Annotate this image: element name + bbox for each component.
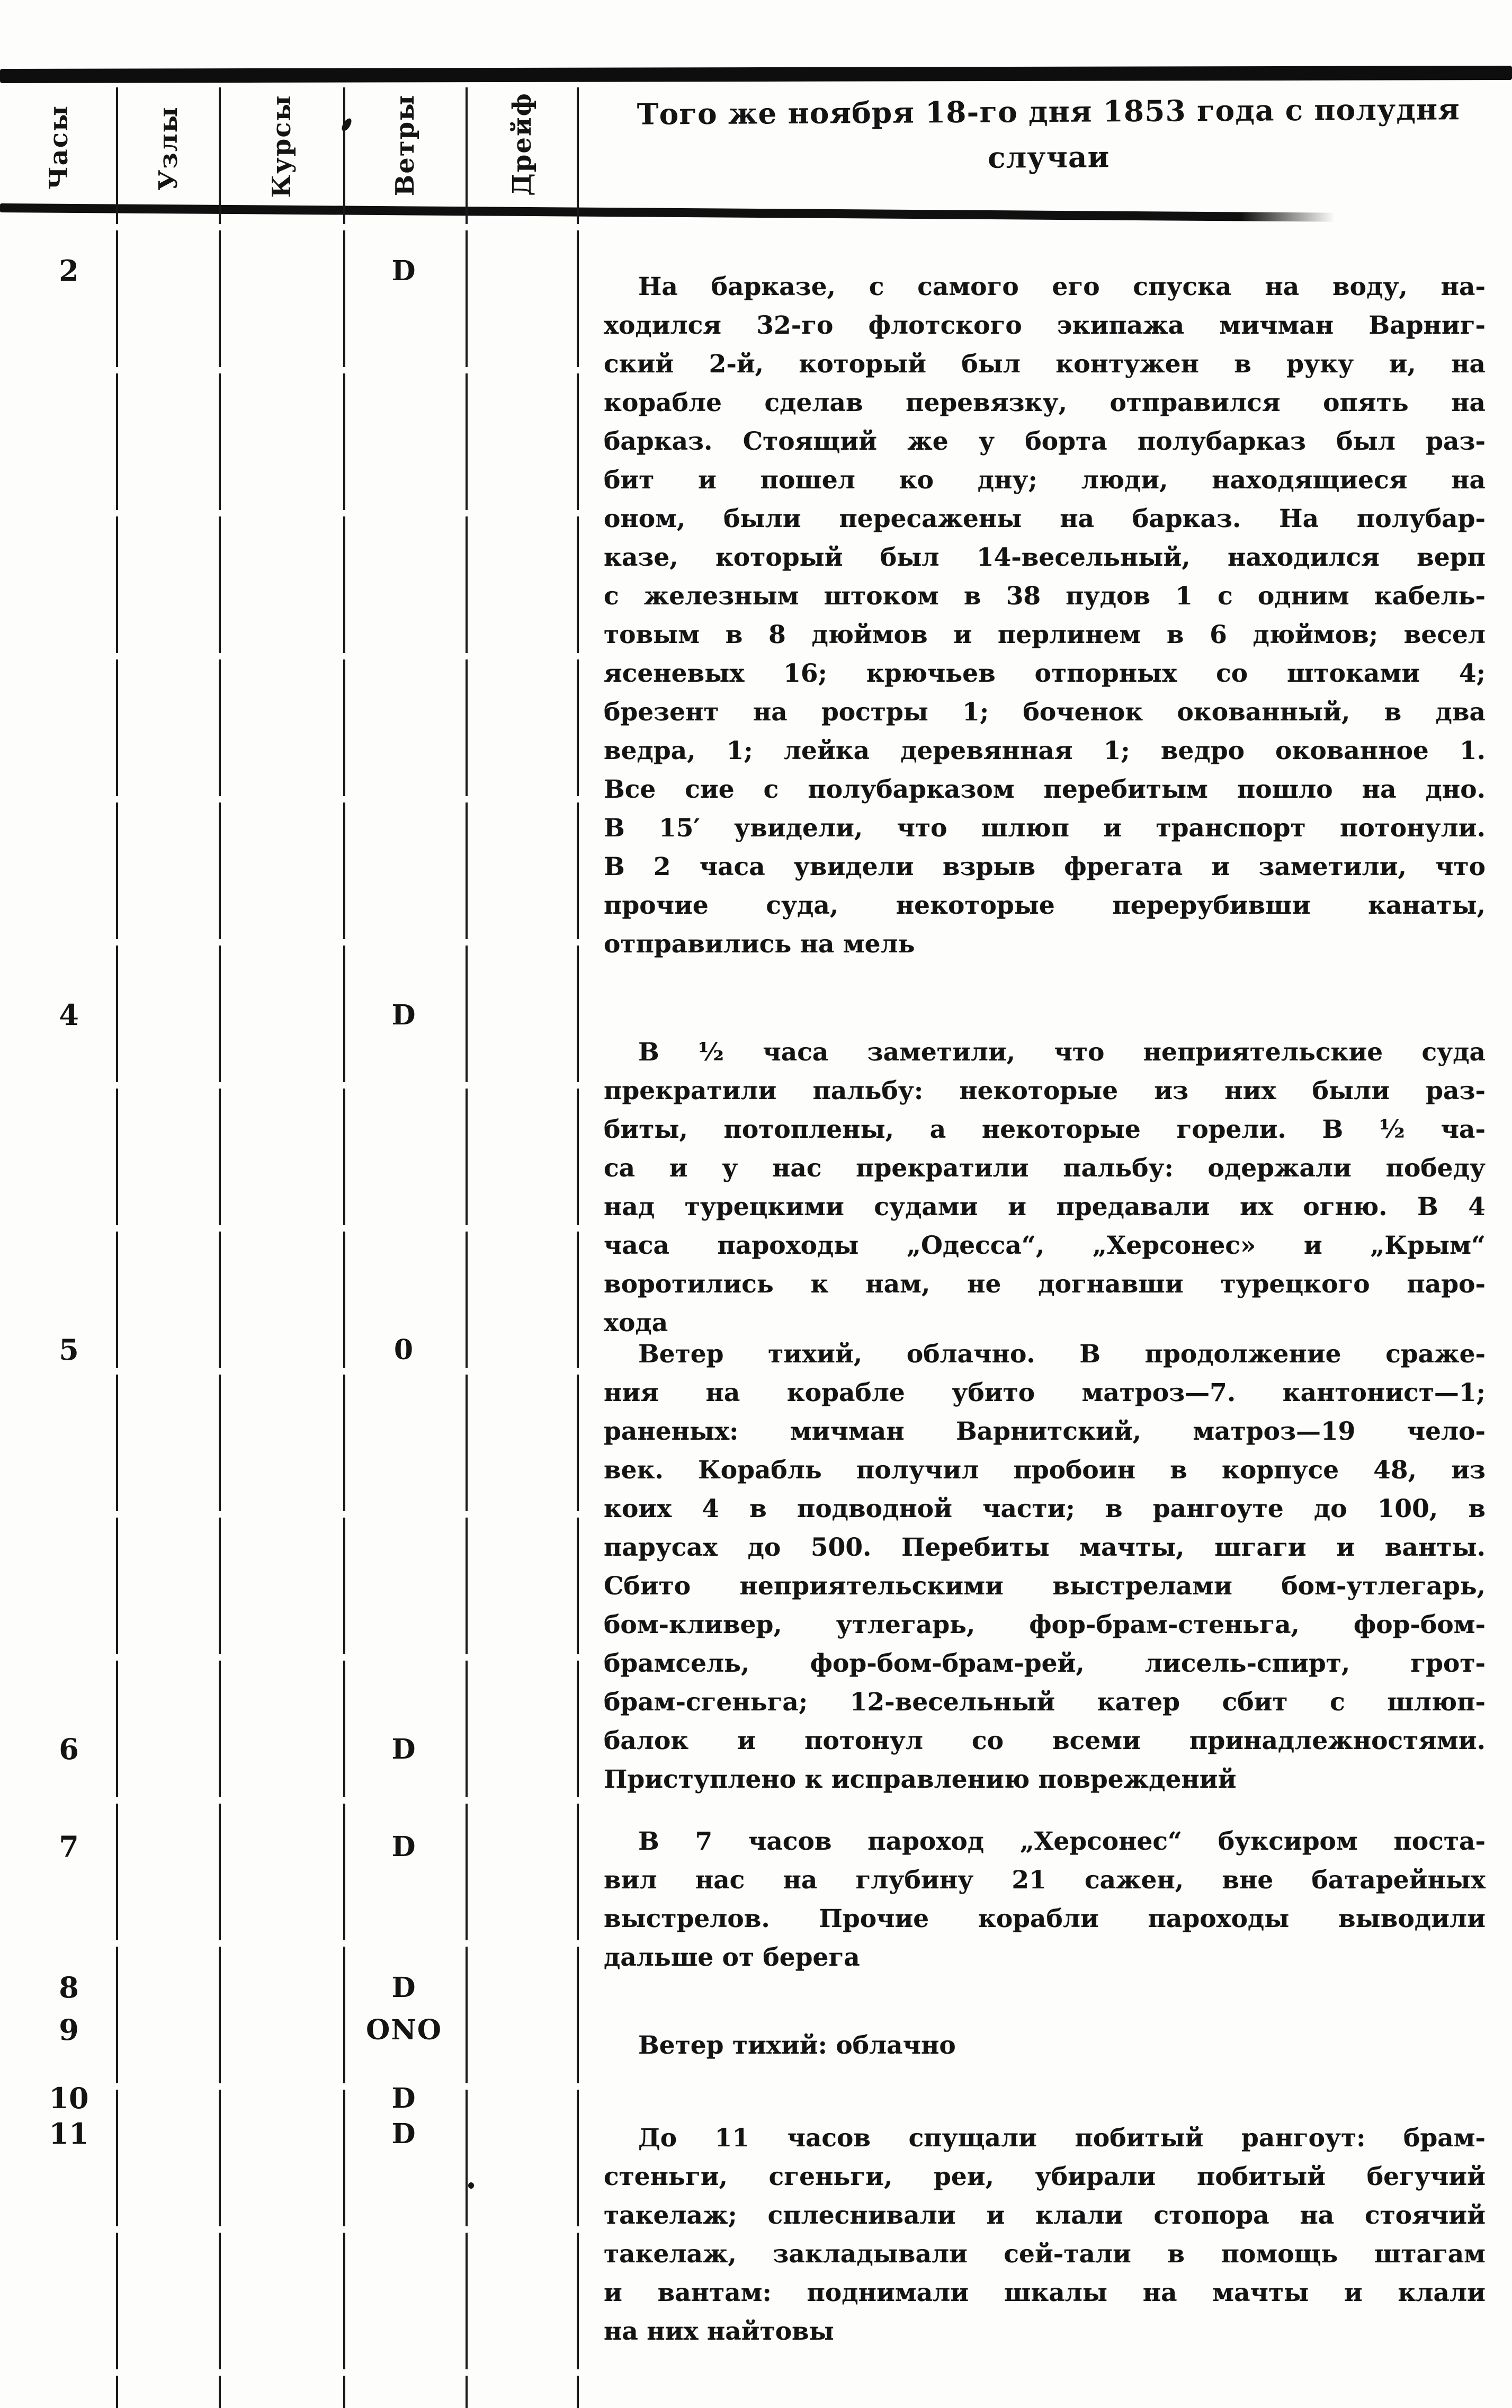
hour-cell: 5 (59, 1333, 79, 1367)
text-line: прочие суда, некоторые перерубивши канаты, (604, 891, 1486, 920)
text-line: дальше от берега (604, 1943, 860, 1972)
text-line: век. Корабль получил пробоин в корпусе 48, из (604, 1456, 1486, 1485)
wind-cell: D (391, 255, 417, 287)
text-line: брезент на ростры 1; боченок окованный, в два (604, 698, 1486, 727)
text-line: На барказе, с самого его спуска на воду, на- (638, 272, 1486, 301)
wind-cell: ONO (365, 2014, 443, 2046)
text-line: бом-кливер, утлегарь, фор-брам-стеньга, фор-бом- (604, 1610, 1486, 1639)
text-line: бит и пошел ко дну; люди, находящиеся на (604, 466, 1486, 495)
wind-cell: D (391, 999, 417, 1031)
wind-cell: D (391, 1972, 417, 2004)
text-line: В 2 часа увидели взрыв фрегата и заметили, что (604, 852, 1486, 881)
text-line: такелаж; сплеснивали и клали стопора на стоячий (604, 2201, 1486, 2230)
hour-cell: 8 (59, 1970, 79, 2004)
column-header-drift: Дрейф (507, 92, 537, 196)
text-line: ский 2-й, который был контужен в руку и, на (604, 350, 1486, 379)
column-divider-line (577, 87, 579, 2408)
table-title-line2: случаи (987, 139, 1110, 175)
hour-cell: 7 (59, 1830, 79, 1863)
text-line: хода (604, 1308, 668, 1337)
text-line: В 7 часов пароход „Херсонес“ буксиром поста- (638, 1827, 1486, 1856)
log-entry-paragraph (604, 1822, 1486, 1977)
text-line: товым в 8 дюймов и перлинем в 6 дюймов; весел (604, 620, 1486, 649)
table-top-rule (0, 66, 1512, 83)
table-title-line1: Того же ноября 18-го дня 1853 года с полудня (637, 92, 1460, 131)
log-entry-paragraph (604, 1033, 1486, 1342)
text-line: ведра, 1; лейка деревянная 1; ведро окованное 1. (604, 736, 1486, 765)
column-header-courses: Курсы (267, 94, 297, 198)
column-header-winds: Ветры (390, 94, 420, 197)
text-line: До 11 часов спущали побитый рангоут: брам- (638, 2124, 1486, 2153)
text-line: Ветер тихий: облачно (638, 2031, 956, 2060)
text-line: ясеневых 16; крючьев отпорных со штоками 4; (604, 659, 1486, 688)
column-divider-line (219, 87, 221, 2408)
text-line: В ½ часа заметили, что неприятельские суда (638, 1038, 1486, 1067)
text-line: такелаж, закладывали сей-тали в помощь штагам (604, 2240, 1486, 2269)
column-divider-line (466, 87, 468, 2408)
hour-cell: 9 (59, 2013, 79, 2047)
text-line: выстрелов. Прочие корабли пароходы выводили (604, 1904, 1486, 1933)
text-line: на них найтовы (604, 2317, 834, 2346)
text-line: Приступлено к исправлению повреждений (604, 1765, 1237, 1794)
text-line: ходился 32-го флотского экипажа мичман Варниг- (604, 311, 1486, 340)
text-line: балок и потонул со всеми принадлежностями. (604, 1726, 1486, 1755)
hour-cell: 10 (49, 2081, 89, 2115)
log-entry-paragraph (604, 2119, 1486, 2351)
text-line: корабле сделав перевязку, отправился опять на (604, 388, 1486, 417)
text-line: отправились на мель (604, 930, 915, 959)
text-line: В 15′ увидели, что шлюп и транспорт потонули. (604, 814, 1486, 843)
column-header-hours: Часы (44, 104, 74, 190)
text-line: казе, который был 14-весельный, находился верп (604, 543, 1486, 572)
text-line: и вантам: поднимали шкалы на мачты и клали (604, 2278, 1486, 2307)
text-line: над турецкими судами и предавали их огню. В 4 (604, 1192, 1486, 1221)
text-line: са и у нас прекратили пальбу: одержали победу (604, 1154, 1486, 1183)
log-entry-paragraph (604, 2026, 1486, 2065)
wind-cell: 0 (393, 1334, 415, 1366)
text-line: барказ. Стоящий же у борта полубарказ был раз- (604, 427, 1486, 456)
text-line: стеньги, сгеньги, реи, убирали побитый бегучий (604, 2162, 1486, 2191)
hour-cell: 11 (49, 2117, 89, 2151)
text-line: биты, потоплены, а некоторые горели. В ½ ча- (604, 1115, 1486, 1144)
wind-cell: D (391, 1733, 417, 1765)
ink-speck (468, 2182, 474, 2189)
text-line: воротились к нам, не догнавши турецкого паро- (604, 1270, 1486, 1299)
wind-cell: D (391, 2118, 417, 2150)
text-line: парусах до 500. Перебиты мачты, шгаги и ванты. (604, 1533, 1486, 1562)
text-line: с железным штоком в 38 пудов 1 с одним кабель- (604, 582, 1486, 611)
text-line: Ветер тихий, облачно. В продолжение сраже- (638, 1340, 1486, 1369)
column-header-knots: Узлы (154, 106, 183, 191)
hour-cell: 2 (59, 254, 79, 288)
wind-cell: D (391, 2082, 417, 2115)
text-line: брам-сгеньга; 12-весельный катер сбит с шлюп- (604, 1688, 1486, 1717)
text-line: оном, были пересажены на барказ. На полубар- (604, 504, 1486, 533)
text-line: раненых: мичман Варнитский, матроз—19 чело- (604, 1417, 1486, 1446)
log-entry-paragraph (604, 267, 1486, 964)
text-line: брамсель, фор-бом-брам-рей, лисель-спирт, грот- (604, 1649, 1486, 1678)
log-entry-paragraph (604, 1335, 1486, 1799)
column-divider-line (343, 87, 345, 2408)
table-title (603, 86, 1493, 183)
header-separator-rule (0, 203, 1335, 222)
hour-cell: 4 (59, 998, 79, 1032)
ink-speck (340, 117, 353, 133)
column-divider-line (116, 87, 118, 2408)
text-line: Сбито неприятельскими выстрелами бом-утлегарь, (604, 1572, 1486, 1601)
text-line: Все сие с полубарказом перебитым пошло на дно. (604, 775, 1486, 804)
wind-cell: D (391, 1831, 417, 1863)
text-line: коих 4 в подводной части; в рангоуте до 100, в (604, 1494, 1486, 1523)
hour-cell: 6 (59, 1732, 79, 1766)
text-line: часа пароходы „Одесса“, „Херсонес» и „Крым“ (604, 1231, 1486, 1260)
text-line: вил нас на глубину 21 сажен, вне батарейных (604, 1866, 1486, 1895)
text-line: прекратили пальбу: некоторые из них были раз- (604, 1076, 1486, 1105)
text-line: ния на корабле убито матроз—7. кантонист—1; (604, 1378, 1486, 1407)
